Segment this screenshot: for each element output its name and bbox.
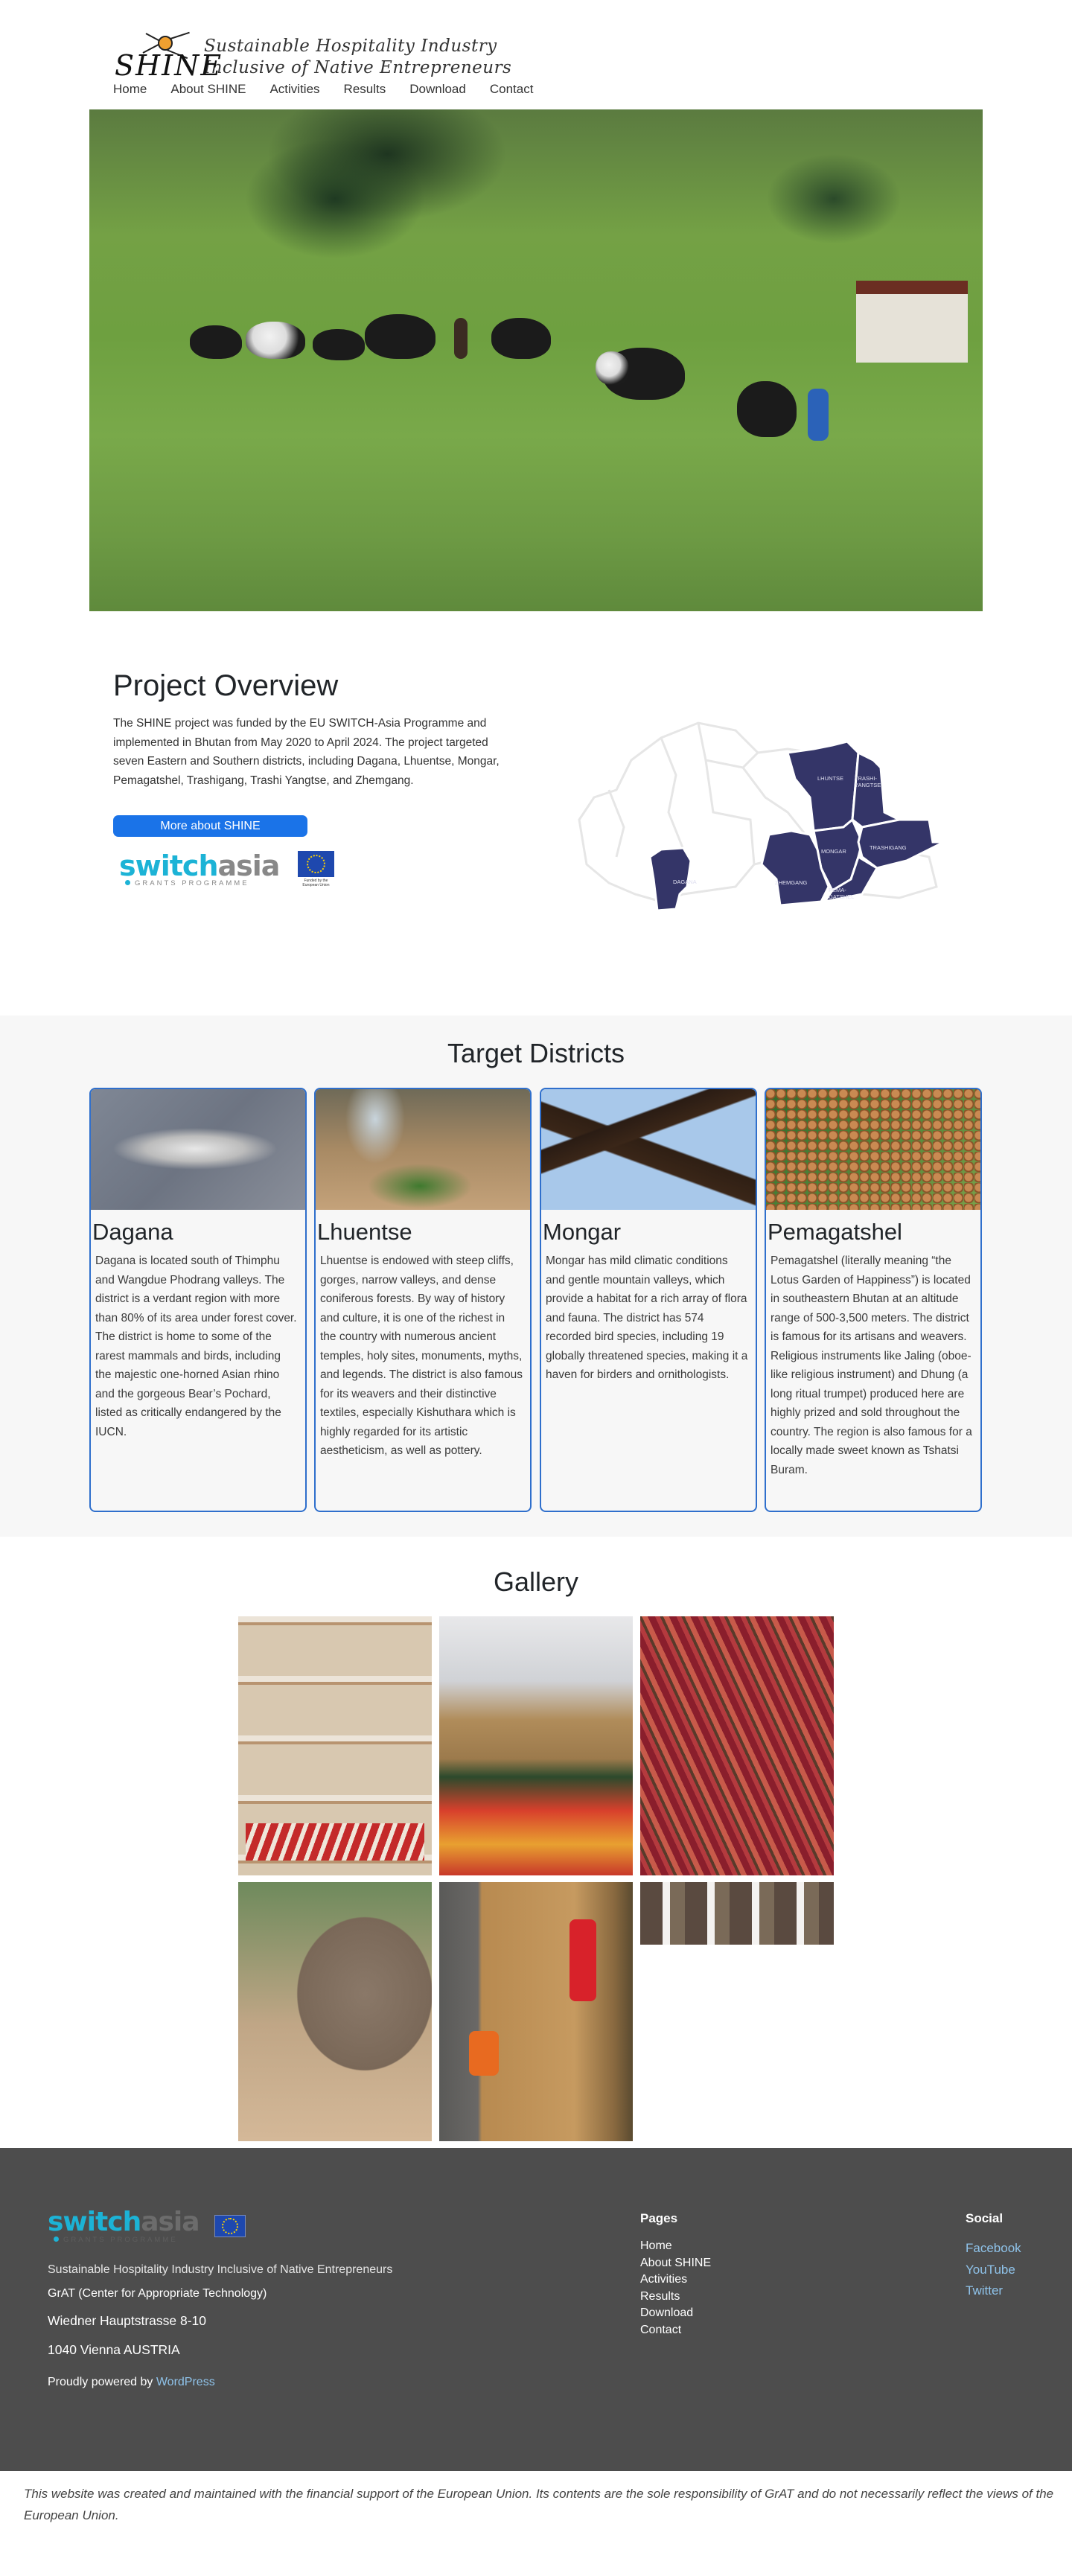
gallery-image-2[interactable] bbox=[439, 1616, 633, 1875]
svg-text:LHUNTSE: LHUNTSE bbox=[817, 775, 844, 782]
gallery-grid bbox=[238, 1616, 834, 2137]
gallery-title: Gallery bbox=[493, 1566, 579, 1597]
map-trashi-yangtse bbox=[852, 753, 899, 827]
footer-link-results[interactable]: Results bbox=[640, 2289, 680, 2303]
district-image-ritual bbox=[316, 1089, 530, 1210]
powered-by-text: Proudly powered by bbox=[48, 2376, 156, 2388]
footer-logos bbox=[48, 2207, 246, 2244]
herder-shape bbox=[808, 389, 829, 441]
district-image-vulture bbox=[541, 1089, 756, 1210]
nav-contact[interactable]: Contact bbox=[489, 82, 534, 96]
footer-social-column bbox=[966, 2211, 1021, 2302]
yak-shape bbox=[737, 381, 797, 437]
sun-icon bbox=[158, 36, 173, 51]
nav-download[interactable]: Download bbox=[409, 82, 466, 96]
main-nav bbox=[113, 82, 557, 97]
switch-logo-part2: asia bbox=[217, 849, 280, 882]
switch-logo-part1: switch bbox=[48, 2207, 141, 2237]
yak-shape bbox=[365, 314, 436, 359]
eu-flag-caption: Funded by the European Union bbox=[302, 879, 330, 887]
switch-logo-part2: asia bbox=[141, 2207, 200, 2237]
districts-title: Target Districts bbox=[447, 1038, 625, 1068]
gallery-image-4[interactable] bbox=[238, 1882, 432, 2141]
switch-logo-subtitle: GRANTS PROGRAMME bbox=[64, 2236, 200, 2244]
facebook-link[interactable]: Facebook bbox=[966, 2241, 1021, 2255]
district-description: Pemagatshel (literally meaning “the Lotus Garden of Happiness”) is located in southeastern Bhutan at an altitude range of 500-3,500 meters. The district is famous for its artisans and weavers. Religious instruments like Jaling (oboe-like religious instrument) and Dhung (a long ritual trumpet) produced here are highly prized and sold throughout the country. The region is also famous for a locally made sweet known as Tshatsi Buram. bbox=[770, 1254, 972, 1476]
switch-asia-logo[interactable] bbox=[119, 851, 279, 887]
youtube-link[interactable]: YouTube bbox=[966, 2262, 1015, 2277]
switch-logo-part1: switch bbox=[119, 849, 218, 882]
gallery-image-1[interactable] bbox=[238, 1616, 432, 1875]
gallery-image-6[interactable] bbox=[640, 1882, 834, 1945]
district-description: Mongar has mild climatic conditions and gentle mountain valleys, which provide a habitat for a rich array of flora and fauna. The district has 574 recorded bird species, including 19 globally threatened species, making it a haven for birders and ornithologists. bbox=[546, 1254, 748, 1381]
eu-flag-icon bbox=[214, 2215, 246, 2237]
herder-shape bbox=[454, 318, 468, 359]
more-about-shine-button[interactable]: More about SHINE bbox=[113, 815, 307, 837]
svg-text:TRASHIGANG: TRASHIGANG bbox=[870, 844, 907, 851]
eu-disclaimer: This website was created and maintained with the financial support of the European Union. Its contents are the sole responsibility of GrAT and do not necessarily reflect the views of the European Union. bbox=[24, 2487, 1054, 2522]
district-name: Dagana bbox=[92, 1219, 173, 1245]
site-header bbox=[0, 0, 1072, 109]
district-name: Pemagatshel bbox=[768, 1219, 902, 1245]
svg-text:TRASHI-: TRASHI- bbox=[855, 775, 877, 782]
footer-link-about-shine[interactable]: About SHINE bbox=[640, 2256, 712, 2269]
eu-flag-icon bbox=[298, 851, 334, 877]
tagline-line-1: Sustainable Hospitality Industry bbox=[204, 36, 497, 56]
nav-home[interactable]: Home bbox=[113, 82, 147, 96]
wordpress-link[interactable]: WordPress bbox=[156, 2376, 215, 2388]
footer-address-street: Wiedner Hauptstrasse 8-10 bbox=[48, 2313, 207, 2328]
overview-title: Project Overview bbox=[113, 669, 339, 702]
yak-shape bbox=[246, 322, 305, 359]
overview-text: The SHINE project was funded by the EU SWITCH-Asia Programme and implemented in Bhutan from May 2020 to April 2024. The project targeted seven Eastern and Southern districts, including Dagana, Lhuentse, Mongar, Pemagatshel, Trashigang, Trashi Yangtse, and Zhemgang. bbox=[113, 717, 500, 787]
hero-image bbox=[89, 109, 983, 611]
district-card-pemagatshel[interactable] bbox=[765, 1088, 982, 1512]
svg-text:PEMA-: PEMA- bbox=[829, 887, 846, 893]
footer-link-activities[interactable]: Activities bbox=[640, 2273, 688, 2286]
yak-shape bbox=[313, 329, 365, 360]
tagline-line-2: Inclusive of Native Entrepreneurs bbox=[204, 58, 512, 77]
svg-text:DAGANA: DAGANA bbox=[673, 879, 697, 885]
svg-text:MONGAR: MONGAR bbox=[821, 848, 846, 855]
district-card-mongar[interactable] bbox=[540, 1088, 757, 1512]
target-districts-section bbox=[0, 1016, 1072, 1537]
footer-pages-column bbox=[640, 2211, 711, 2339]
district-image-sweet bbox=[766, 1089, 980, 1210]
footer-address-city: 1040 Vienna AUSTRIA bbox=[48, 2342, 180, 2357]
yak-shape bbox=[190, 325, 242, 359]
district-description: Lhuentse is endowed with steep cliffs, gorges, narrow valleys, and dense coniferous forests. By way of history and culture, it is one of the richest in the country with numerous ancient temples, holy sites, monuments, myths, and legends. The district is also famous for its weavers and their distinctive textiles, especially Kishuthara which is highly regarded for its artistic aestheticism, as well as pottery. bbox=[320, 1254, 523, 1457]
footer-organization: GrAT (Center for Appropriate Technology) bbox=[48, 2287, 267, 2300]
yak-shape bbox=[596, 351, 629, 385]
district-description: Dagana is located south of Thimphu and Wangdue Phodrang valleys. The district is a verdant region with more than 80% of its area under forest cover. The district is home to some of the rarest mammals and birds, including the majestic one-horned Asian rhino and the gorgeous Bear’s Pochard, listed as critically endangered by the IUCN. bbox=[95, 1254, 297, 1438]
gallery-image-5[interactable] bbox=[439, 1882, 633, 2141]
district-name: Mongar bbox=[543, 1219, 622, 1245]
svg-text:ZHEMGANG: ZHEMGANG bbox=[775, 879, 808, 886]
nav-results[interactable]: Results bbox=[343, 82, 386, 96]
district-cards bbox=[89, 1088, 983, 1512]
partner-logos bbox=[119, 851, 334, 887]
svg-text:YANGTSE: YANGTSE bbox=[855, 782, 881, 788]
footer-eu-flag bbox=[214, 2215, 246, 2237]
logo-tagline bbox=[204, 36, 511, 79]
farmhouse-shape bbox=[856, 281, 968, 363]
footer-powered-by bbox=[48, 2376, 215, 2389]
project-overview-section bbox=[0, 611, 1072, 1016]
district-card-lhuentse[interactable] bbox=[314, 1088, 532, 1512]
gallery-section bbox=[0, 1537, 1072, 2147]
footer-pages-title: Pages bbox=[640, 2211, 678, 2225]
site-logo[interactable] bbox=[113, 30, 512, 82]
nav-activities[interactable]: Activities bbox=[269, 82, 320, 96]
yak-shape bbox=[491, 318, 551, 359]
svg-text:GATSHEL: GATSHEL bbox=[829, 893, 855, 900]
site-footer bbox=[0, 2148, 1072, 2471]
footer-link-download[interactable]: Download bbox=[640, 2306, 694, 2319]
twitter-link[interactable]: Twitter bbox=[966, 2283, 1004, 2298]
switch-logo-subtitle: GRANTS PROGRAMME bbox=[135, 879, 279, 887]
footer-link-contact[interactable]: Contact bbox=[640, 2323, 682, 2336]
nav-about-shine[interactable]: About SHINE bbox=[170, 82, 246, 96]
district-name: Lhuentse bbox=[317, 1219, 412, 1245]
shine-logo-mark bbox=[113, 30, 223, 82]
footer-switch-asia-logo[interactable] bbox=[48, 2207, 200, 2244]
footer-tagline: Sustainable Hospitality Industry Inclusive of Native Entrepreneurs bbox=[48, 2263, 393, 2276]
district-card-dagana[interactable] bbox=[89, 1088, 307, 1512]
gallery-image-3[interactable] bbox=[640, 1616, 834, 1875]
footer-social-title: Social bbox=[966, 2211, 1004, 2225]
footer-link-home[interactable]: Home bbox=[640, 2239, 672, 2252]
eu-flag-logo bbox=[297, 851, 334, 887]
logo-word: SHINE bbox=[115, 49, 223, 82]
bhutan-districts-map bbox=[564, 708, 955, 913]
district-image-fish bbox=[91, 1089, 305, 1210]
